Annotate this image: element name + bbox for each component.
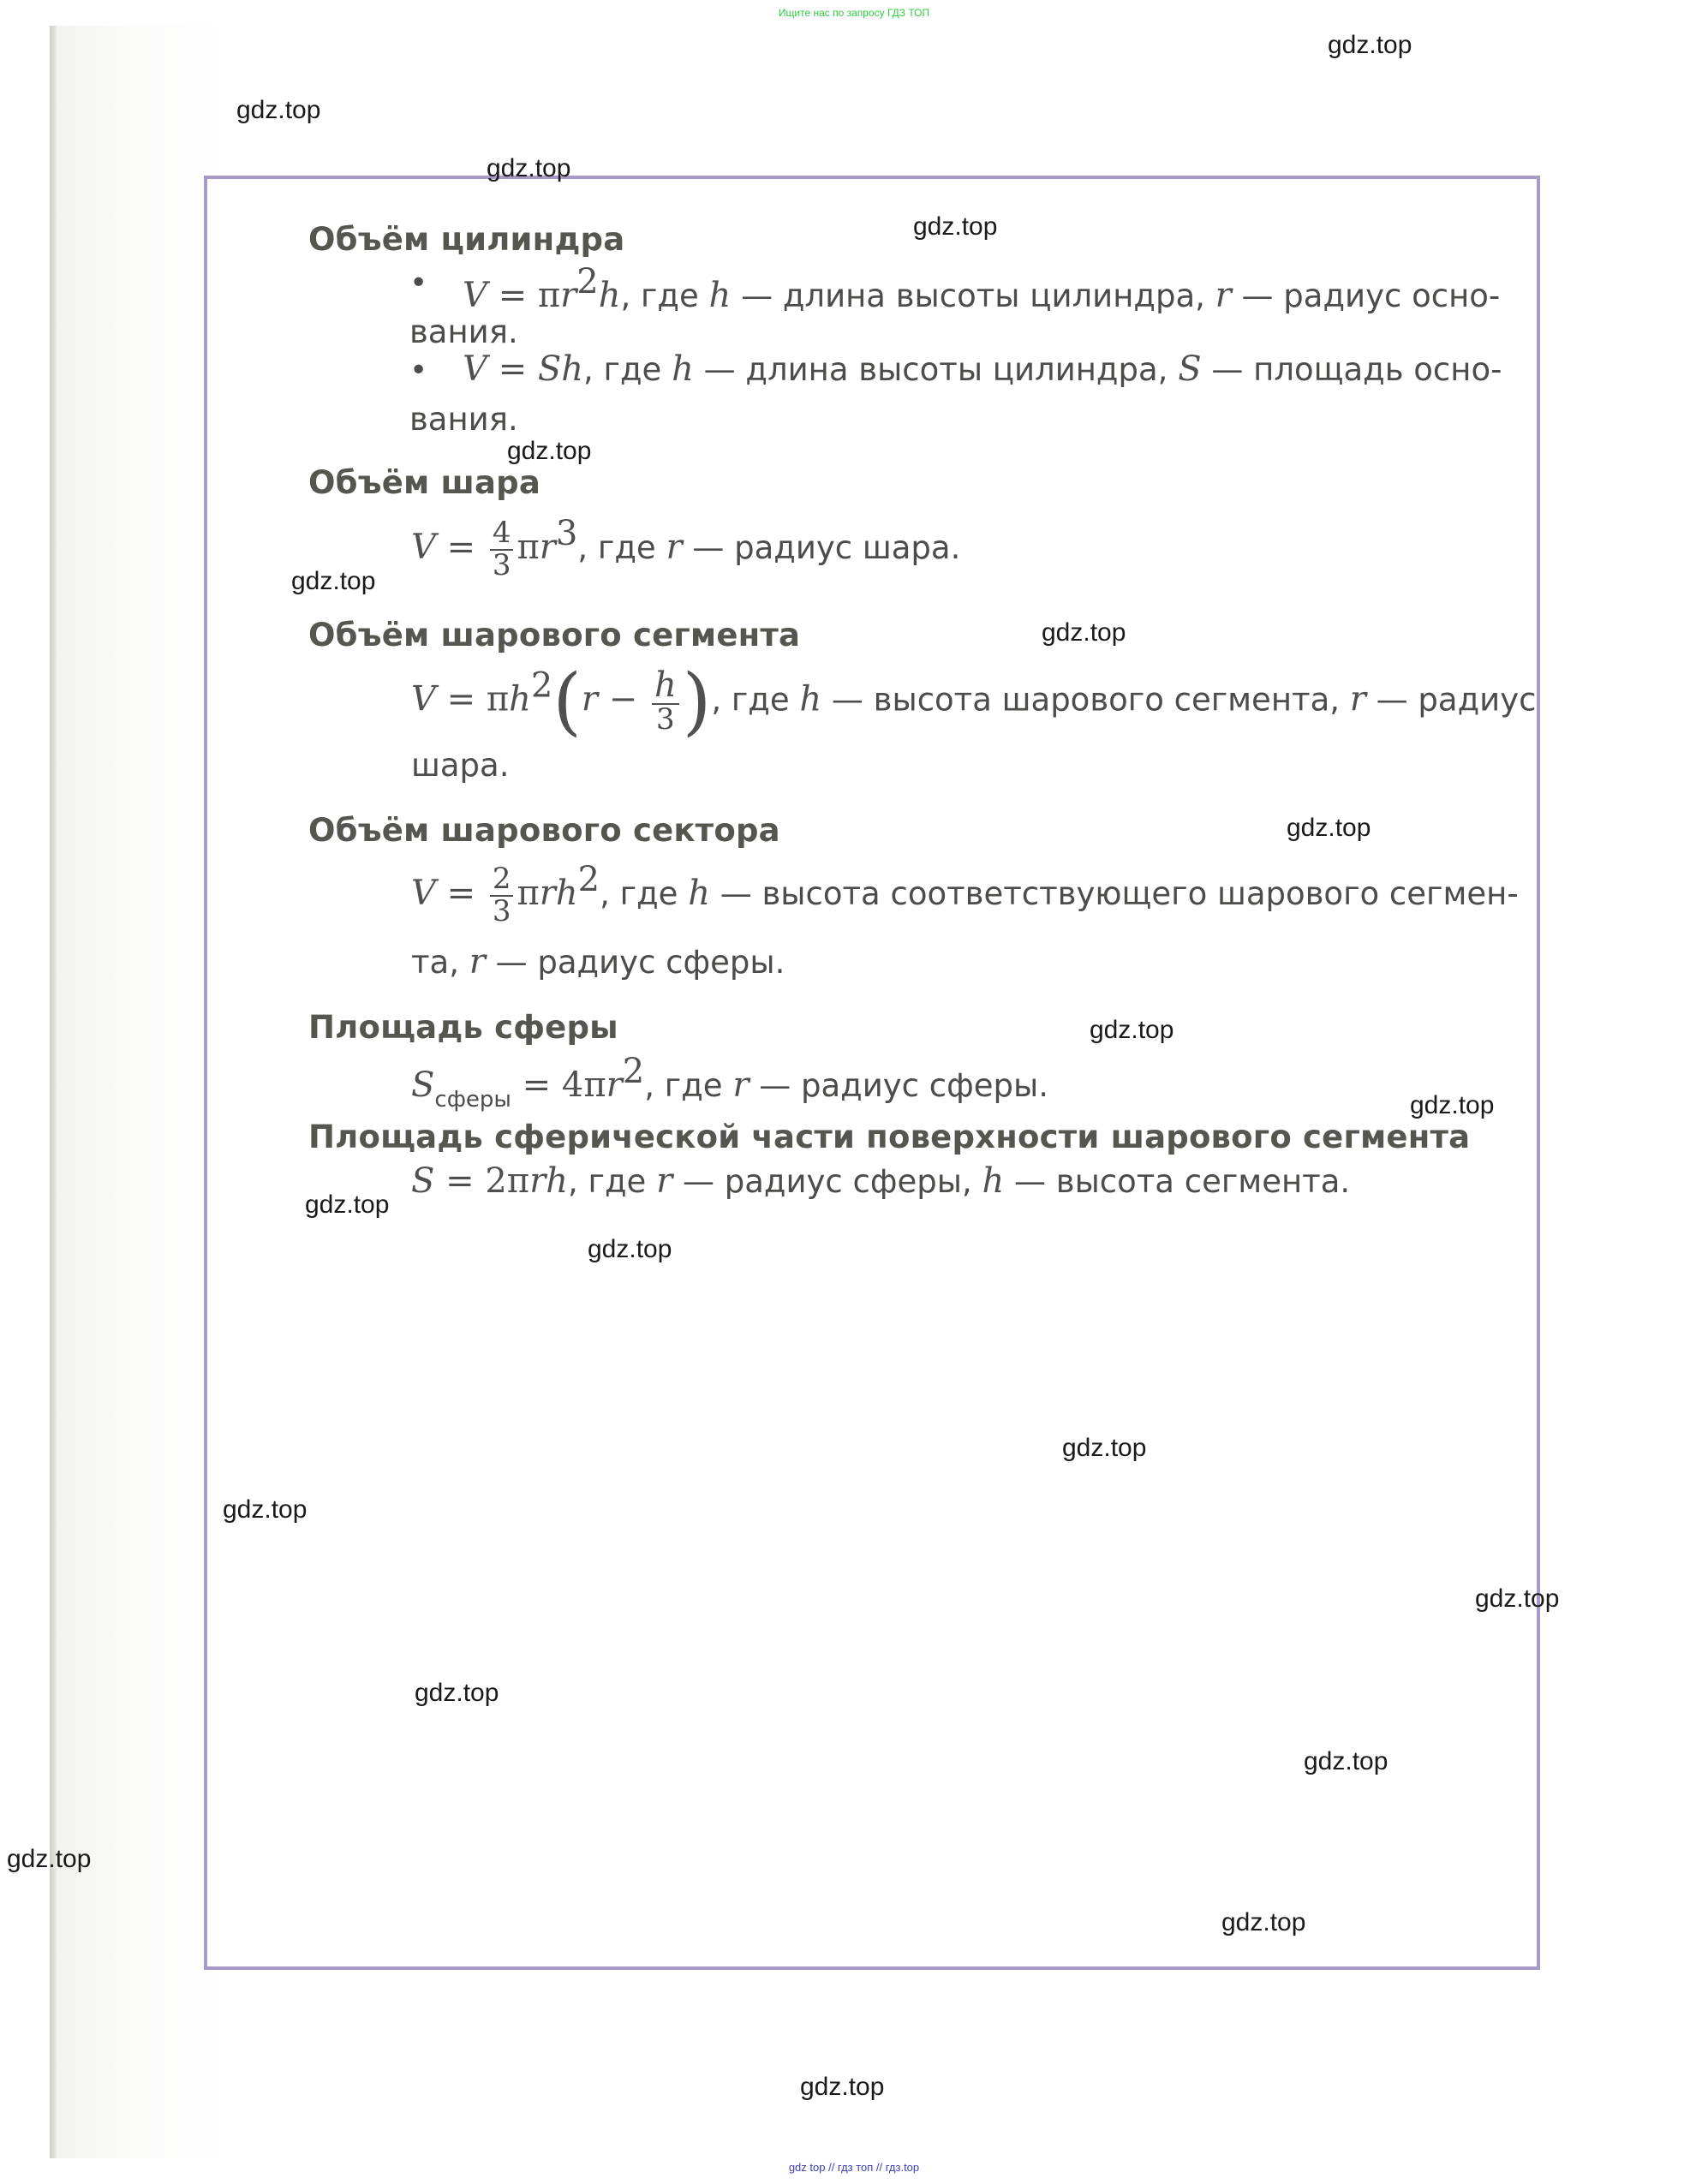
bullet-1: • <box>409 266 428 301</box>
bottom-notice: gdz top // гдз топ // гдз.top <box>788 2161 920 2174</box>
fraction-h-3: $\frac{h}{3}$ <box>652 667 679 736</box>
cylinder-formula-2: V = Sh, где h — длина высоты цилиндра, S — площадь осно- <box>463 349 1502 389</box>
segment-surface-formula: S = 2πrh, где r — радиус сферы, h — высота сегмента. <box>411 1161 1351 1201</box>
sector-volume-cont: та, r — радиус сферы. <box>411 942 785 982</box>
watermark: gdz.top <box>1475 1584 1560 1613</box>
cylinder-formula-2-cont: вания. <box>409 401 518 438</box>
bullet-2: • <box>409 353 428 388</box>
sphere-area-formula: $S_{сферы} = 4\pi r^2$, где r — радиус сферы. <box>411 1052 1048 1113</box>
watermark: gdz.top <box>291 567 376 595</box>
watermark: gdz.top <box>1042 618 1126 647</box>
watermark: gdz.top <box>913 212 998 241</box>
segment-volume-cont: шара. <box>411 747 510 784</box>
cylinder-formula-1-cont: вания. <box>409 313 518 350</box>
watermark: gdz.top <box>305 1190 390 1219</box>
watermark: gdz.top <box>1328 31 1412 59</box>
heading-sphere-area: Площадь сферы <box>308 1009 618 1046</box>
watermark: gdz.top <box>588 1235 672 1263</box>
watermark: gdz.top <box>1062 1434 1147 1462</box>
watermark: gdz.top <box>487 154 571 182</box>
fraction-4-3: $\frac{4}{3}$ <box>490 518 514 581</box>
watermark: gdz.top <box>415 1679 499 1707</box>
top-notice: Ищите нас по запросу ГДЗ ТОП <box>778 7 930 19</box>
watermark: gdz.top <box>7 1845 92 1873</box>
fraction-2-3: $\frac{2}{3}$ <box>490 864 514 927</box>
watermark: gdz.top <box>1221 1908 1306 1936</box>
segment-volume-formula: $V = \pi h^2(r$ − $\frac{h}{3}$ ), где h — высота шарового сегмента, r — радиус <box>411 659 1537 744</box>
cylinder-formula-1: $V = \pi r^2h$, где h — длина высоты цилиндра, r — радиус осно- <box>463 262 1501 315</box>
heading-sector-volume: Объём шарового сектора <box>308 812 780 849</box>
heading-segment-surface-area: Площадь сферической части поверхности шарового сегмента <box>308 1119 1471 1155</box>
watermark: gdz.top <box>800 2073 885 2101</box>
heading-sphere-volume: Объём шара <box>308 464 541 501</box>
watermark: gdz.top <box>1287 814 1371 842</box>
book-spine-edge <box>50 26 57 2158</box>
sector-volume-formula: V = $\frac{2}{3}$ πrh$^2$, где h — высота соответствующего шарового сегмен- <box>411 860 1519 928</box>
heading-cylinder-volume: Объём цилиндра <box>308 221 625 258</box>
watermark: gdz.top <box>1304 1747 1388 1775</box>
heading-segment-volume: Объём шарового сегмента <box>308 617 801 653</box>
watermark: gdz.top <box>1090 1016 1174 1044</box>
watermark: gdz.top <box>223 1495 308 1524</box>
sphere-volume-formula: V = $\frac{4}{3}$ $\pi r^3$, где r — радиус шара. <box>411 514 961 582</box>
watermark: gdz.top <box>236 96 321 124</box>
watermark: gdz.top <box>1410 1091 1495 1119</box>
watermark: gdz.top <box>507 437 592 465</box>
